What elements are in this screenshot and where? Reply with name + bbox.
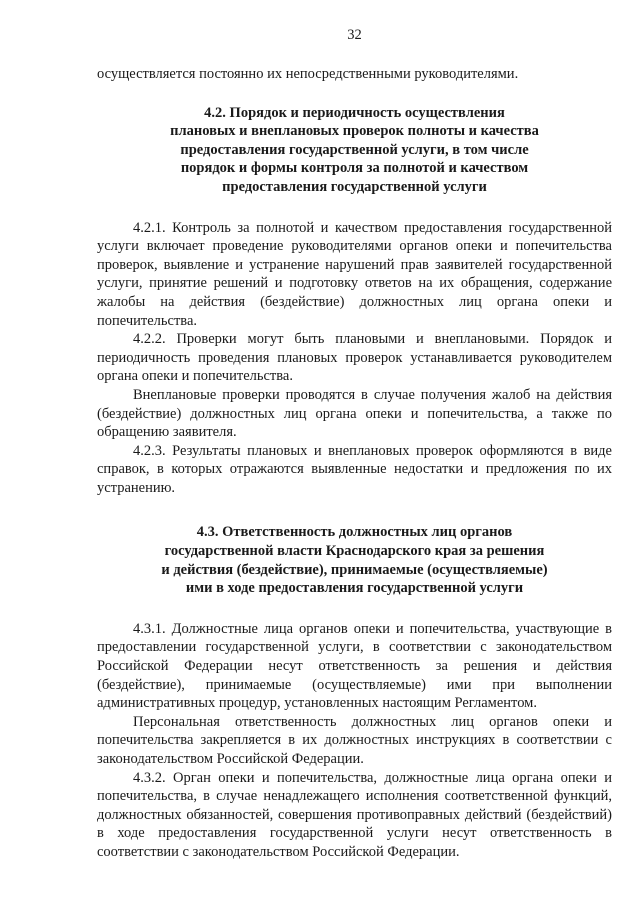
section-4-3-heading (97, 523, 612, 597)
section-4-2-heading-line: предоставления государственной услуги, в том числе (180, 141, 529, 158)
paragraph-4-3-1: 4.3.1. Должностные лица органов опеки и попечительства, участвующие в предоставлении государственной услуги, в соответствии с законодательством Российской Федерации несут ответственность за решения и действия (бездействие), принимаемые (осуществляемые) ими при выполнении административных процедур, установленных настоящим Регламентом. (97, 620, 612, 712)
paragraph-unscheduled-checks: Внеплановые проверки проводятся в случае получения жалоб на действия (бездействие) должностных лиц органа опеки и попечительства, а также по обращению заявителя. (97, 386, 612, 441)
paragraph-4-2-2: 4.2.2. Проверки могут быть плановыми и внеплановыми. Порядок и периодичность проведения плановых проверок устанавливается руководителем органа опеки и попечительства. (97, 331, 612, 385)
section-4-2-heading (97, 104, 612, 197)
intro-line: осуществляется постоянно их непосредственными руководителями. (97, 66, 519, 82)
paragraph-4-2-1: 4.2.1. Контроль за полнотой и качеством предоставления государственной услуги включает проведение руководителями органов опеки и попечительства проверок, выявление и устранение нарушений прав заявителей государственной услуги, принятие решений и подготовку ответов на их обращения, содержание жалобы на действия (бездействие) должностных лиц органа опеки и попечительства. (97, 219, 612, 329)
section-4-3-heading-line: государственной власти Краснодарского края за решения (164, 543, 545, 560)
paragraph-4-2-3: 4.2.3. Результаты плановых и внеплановых проверок оформляются в виде справок, в которых отражаются выявленные недостатки и предложения по их устранению. (97, 442, 612, 496)
section-4-2-heading-line: 4.2. Порядок и периодичность осуществления (204, 104, 505, 121)
page-number: 32 (347, 27, 362, 43)
section-4-3-heading-line: 4.3. Ответственность должностных лиц органов (196, 524, 513, 541)
paragraph-personal-responsibility: Персональная ответственность должностных лиц органов опеки и попечительства закрепляется в их должностных инструкциях в соответствии с законодательством Российской Федерации. (97, 713, 612, 767)
section-4-2-heading-line: предоставления государственной услуги (222, 178, 487, 195)
document-page (97, 26, 612, 862)
section-4-2-heading-line: плановых и внеплановых проверок полноты и качества (170, 123, 539, 140)
section-4-3-heading-line: ими в ходе предоставления государственной услуги (185, 580, 524, 597)
section-4-2-heading-line: порядок и формы контроля за полнотой и качеством (180, 160, 529, 177)
section-4-3-heading-line: и действия (бездействие), принимаемые (осуществляемые) (161, 561, 548, 578)
paragraph-4-3-2: 4.3.2. Орган опеки и попечительства, должностные лица органа опеки и попечительства, в случае ненадлежащего исполнения соответственной функций, должностных обязанностей, совершения противоправных действий (бездействий) в ходе предоставления государственной услуги несут ответственность в соответствии с законодательством Российской Федерации. (97, 769, 612, 860)
